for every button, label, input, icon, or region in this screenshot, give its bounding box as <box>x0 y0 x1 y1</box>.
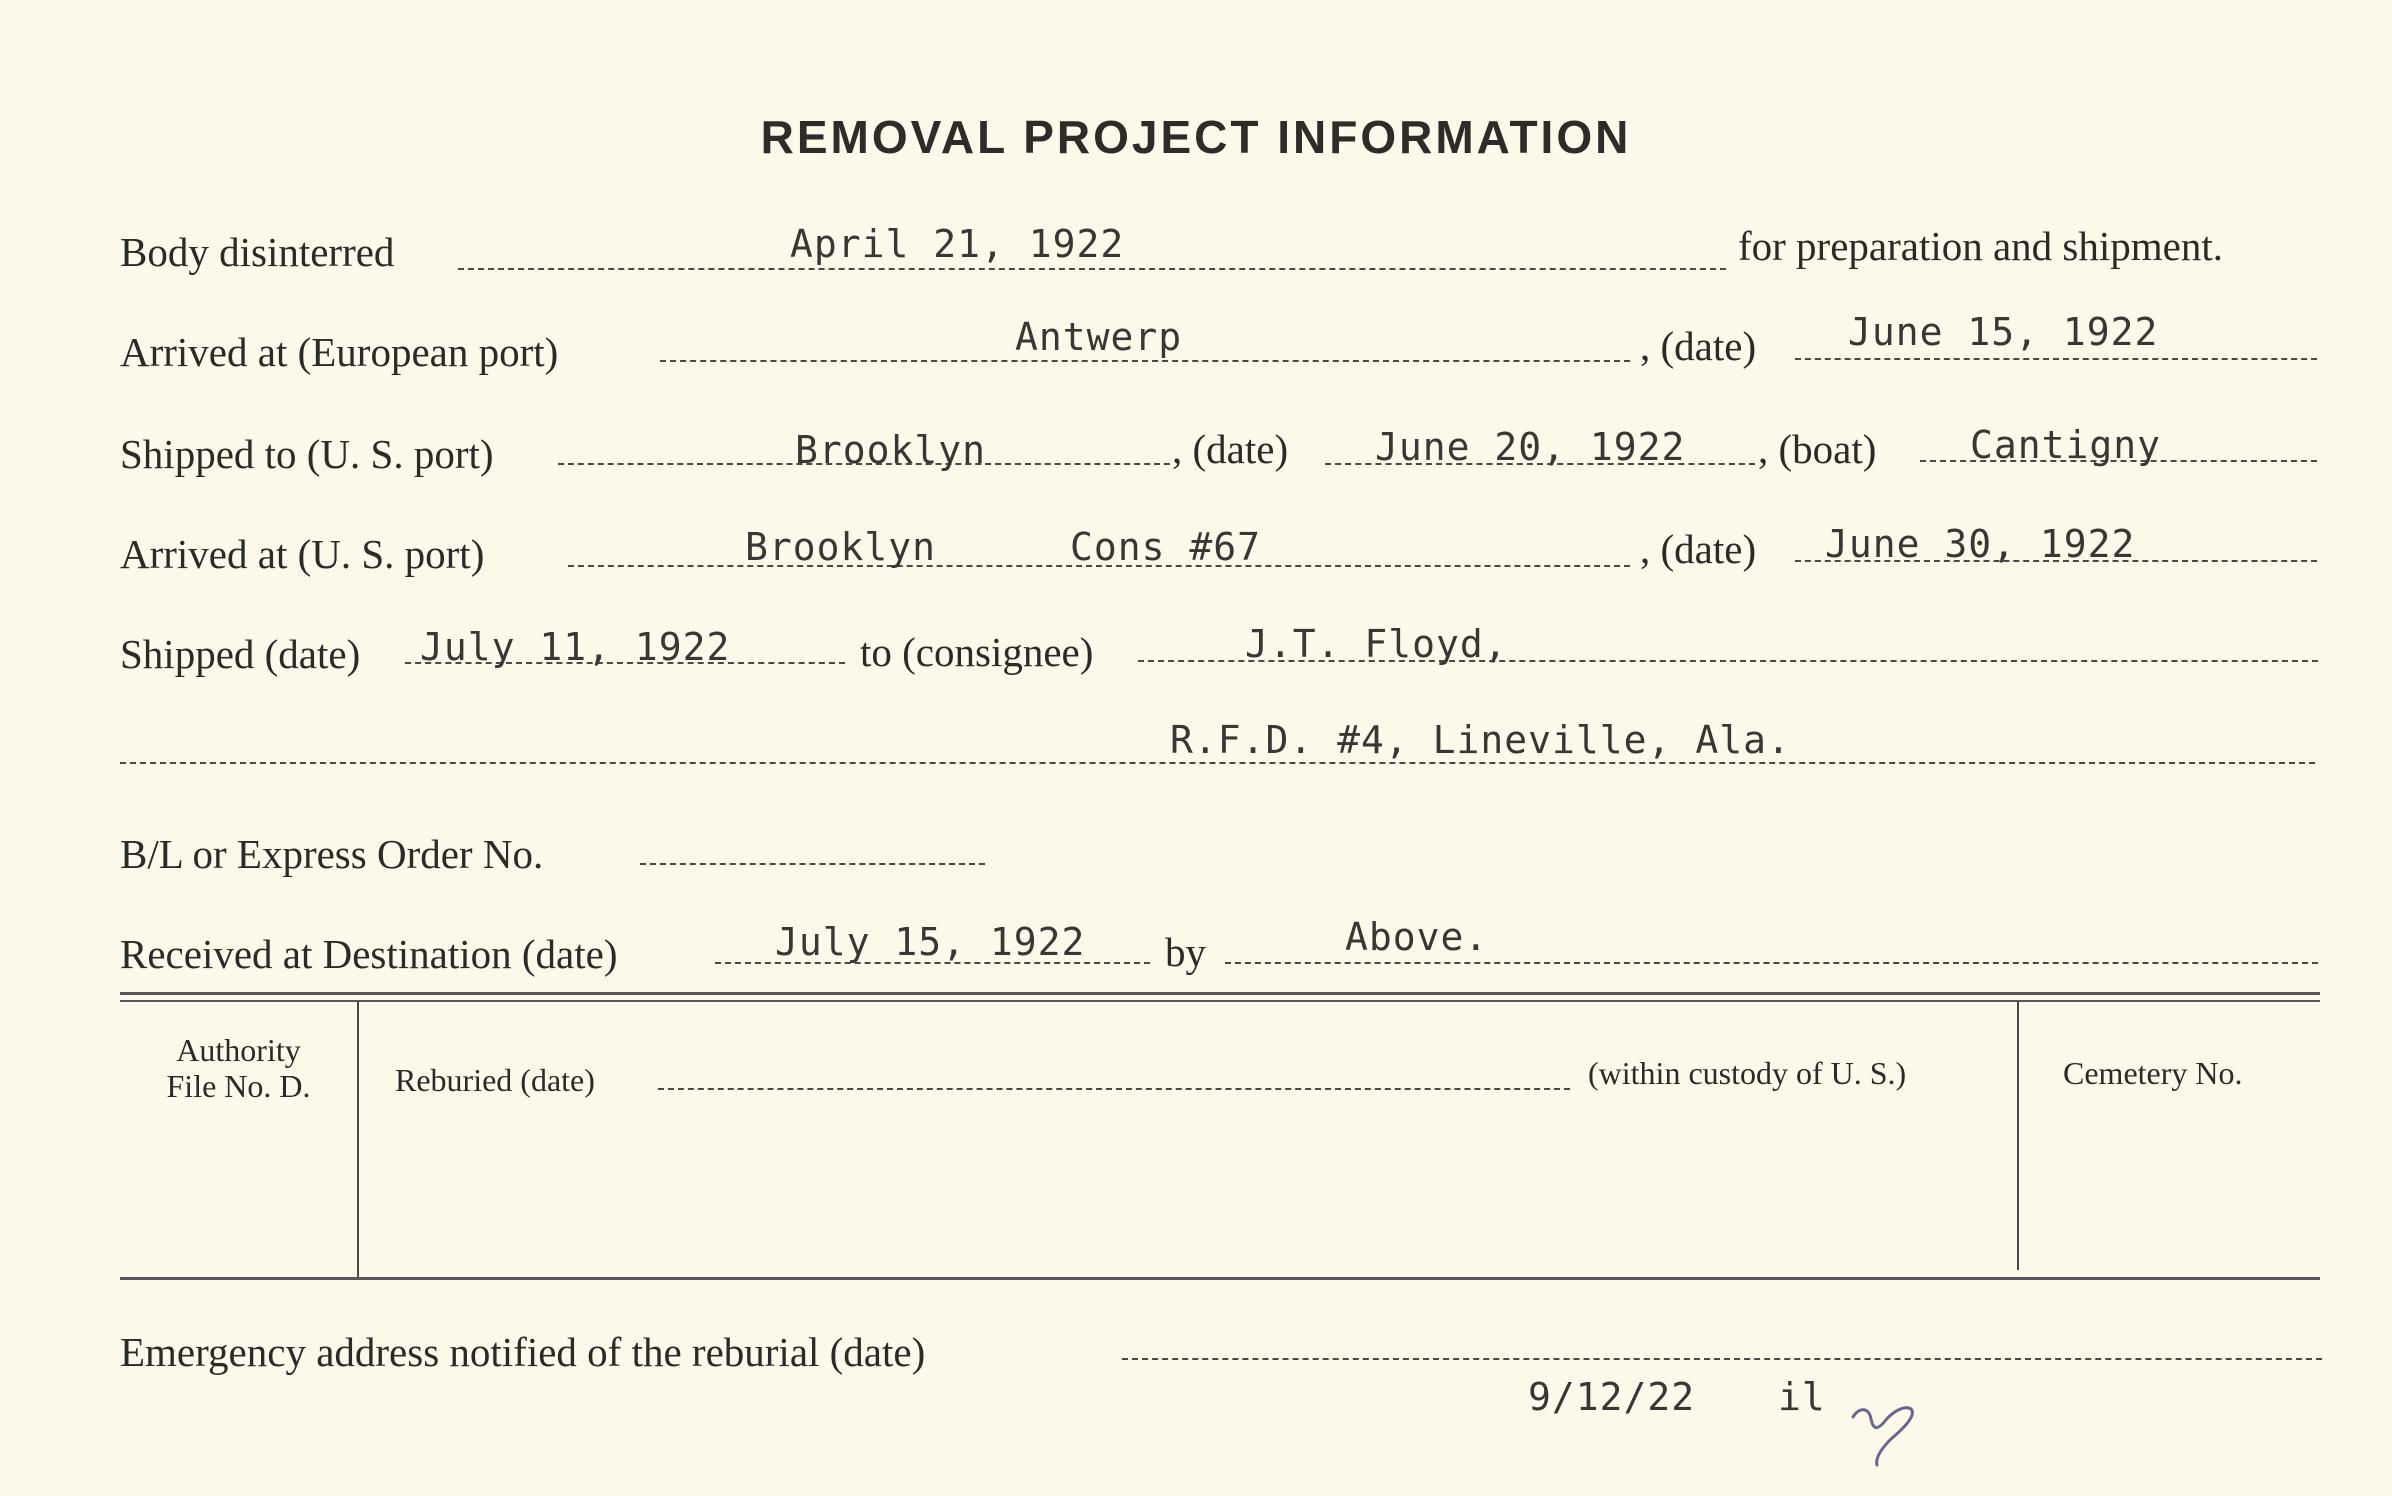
form-title: REMOVAL PROJECT INFORMATION <box>760 111 1632 163</box>
double-rule-bottom <box>120 1000 2320 1002</box>
arrived-european-date-label: , (date) <box>1640 323 1757 369</box>
received-by-value[interactable]: Above. <box>1345 915 1489 959</box>
boat-label: , (boat) <box>1758 426 1877 472</box>
received-label: Received at Destination (date) <box>120 931 618 977</box>
consignee-address-line <box>120 762 2315 764</box>
cemetery-label: Cemetery No. <box>2063 1055 2243 1091</box>
box-divider-left <box>357 1002 359 1277</box>
body-disinterred-line <box>458 268 1726 270</box>
shipped-us-date-label: , (date) <box>1172 426 1289 472</box>
body-disinterred-suffix: for preparation and shipment. <box>1738 223 2224 269</box>
notified-date-value[interactable]: 9/12/22 <box>1528 1375 1696 1419</box>
bl-line[interactable] <box>640 863 985 865</box>
clerk-code-value: il <box>1778 1375 1826 1419</box>
bl-label: B/L or Express Order No. <box>120 831 544 877</box>
arrived-us-port-value[interactable]: Brooklyn <box>745 525 937 569</box>
authority-label-2: File No. D. <box>166 1068 311 1104</box>
double-rule-top <box>120 992 2320 995</box>
arrived-european-line <box>660 360 1630 362</box>
received-by-label: by <box>1165 929 1206 975</box>
emergency-label: Emergency address notified of the reburial (date) <box>120 1329 926 1375</box>
received-by-line <box>1225 962 2318 964</box>
arrived-us-date-label: , (date) <box>1640 526 1757 572</box>
arrived-us-cons-value[interactable]: Cons #67 <box>1070 525 1262 569</box>
emergency-line <box>1122 1358 2322 1360</box>
arrived-european-date-line <box>1795 358 2317 360</box>
arrived-european-port-value[interactable]: Antwerp <box>1015 315 1183 359</box>
arrived-european-label: Arrived at (European port) <box>120 329 559 375</box>
shipped-us-label: Shipped to (U. S. port) <box>120 431 494 477</box>
box-divider-right <box>2017 1002 2019 1270</box>
shipped-us-date-value[interactable]: June 20, 1922 <box>1375 425 1686 469</box>
consignee-name-value[interactable]: J.T. Floyd, <box>1245 622 1508 666</box>
boat-value[interactable]: Cantigny <box>1970 423 2162 467</box>
shipped-date-label: Shipped (date) <box>120 631 361 677</box>
shipped-us-port-value[interactable]: Brooklyn <box>795 428 987 472</box>
consignee-address-value[interactable]: R.F.D. #4, Lineville, Ala. <box>1170 718 1791 762</box>
custody-label: (within custody of U. S.) <box>1588 1055 1907 1091</box>
arrived-us-date-value[interactable]: June 30, 1922 <box>1825 522 2136 566</box>
received-date-value[interactable]: July 15, 1922 <box>775 920 1086 964</box>
authority-label-1: Authority <box>176 1032 301 1068</box>
arrived-european-date-value[interactable]: June 15, 1922 <box>1848 310 2159 354</box>
reburied-label: Reburied (date) <box>395 1062 595 1098</box>
shipped-date-value[interactable]: July 11, 1922 <box>420 625 731 669</box>
handwritten-initial <box>1845 1395 1925 1474</box>
body-disinterred-value[interactable]: April 21, 1922 <box>790 222 1125 266</box>
consignee-label: to (consignee) <box>860 629 1094 675</box>
box-bottom-rule <box>120 1277 2320 1280</box>
body-disinterred-label: Body disinterred <box>120 229 395 275</box>
reburied-line[interactable] <box>658 1088 1570 1090</box>
arrived-us-label: Arrived at (U. S. port) <box>120 531 485 577</box>
